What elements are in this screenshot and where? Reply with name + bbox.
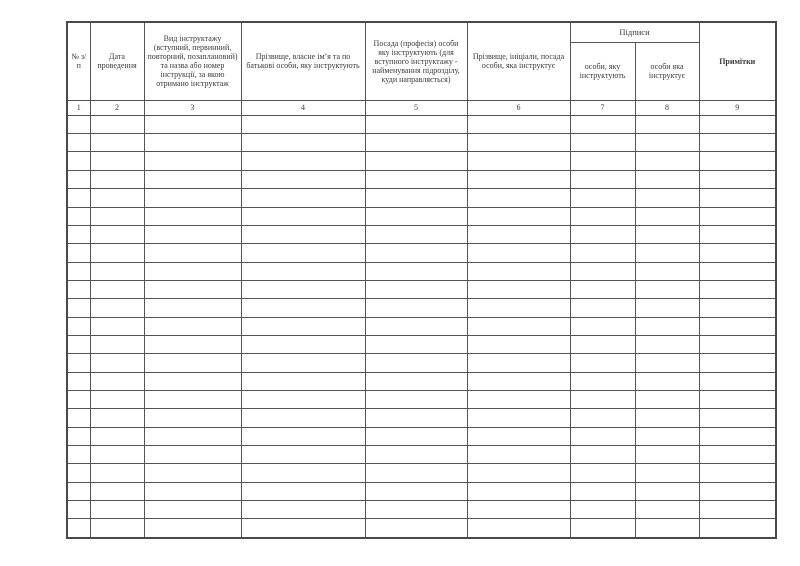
journal-entry-cell[interactable] bbox=[467, 170, 570, 188]
journal-entry-row bbox=[67, 207, 776, 225]
journal-entry-cell[interactable] bbox=[467, 152, 570, 170]
journal-entry-cell[interactable] bbox=[67, 372, 90, 390]
journal-entry-cell[interactable] bbox=[144, 225, 241, 243]
journal-entry-cell[interactable] bbox=[365, 409, 467, 427]
journal-entry-cell[interactable] bbox=[67, 280, 90, 298]
journal-entry-cell[interactable] bbox=[365, 390, 467, 408]
journal-entry-cell[interactable] bbox=[241, 390, 365, 408]
journal-entry-cell[interactable] bbox=[570, 372, 635, 390]
journal-entry-cell[interactable] bbox=[570, 170, 635, 188]
journal-entry-cell[interactable] bbox=[699, 189, 776, 207]
journal-entry-cell[interactable] bbox=[467, 519, 570, 538]
journal-entry-row bbox=[67, 445, 776, 463]
journal-entry-cell[interactable] bbox=[570, 225, 635, 243]
header-number: № з/п bbox=[67, 22, 90, 100]
journal-entry-cell[interactable] bbox=[635, 170, 699, 188]
journal-entry-cell[interactable] bbox=[467, 501, 570, 519]
journal-entry-cell[interactable] bbox=[90, 170, 144, 188]
journal-entry-cell[interactable] bbox=[241, 317, 365, 335]
journal-entry-row bbox=[67, 372, 776, 390]
journal-entry-cell[interactable] bbox=[67, 317, 90, 335]
journal-entry-cell[interactable] bbox=[699, 207, 776, 225]
journal-entry-cell[interactable] bbox=[635, 501, 699, 519]
journal-entry-row bbox=[67, 427, 776, 445]
journal-entry-cell[interactable] bbox=[241, 134, 365, 152]
journal-entry-cell[interactable] bbox=[365, 115, 467, 133]
journal-entry-cell[interactable] bbox=[570, 409, 635, 427]
journal-entry-cell[interactable] bbox=[635, 189, 699, 207]
journal-entry-cell[interactable] bbox=[90, 464, 144, 482]
journal-entry-cell[interactable] bbox=[699, 501, 776, 519]
journal-entry-cell[interactable] bbox=[635, 354, 699, 372]
journal-entry-row bbox=[67, 152, 776, 170]
column-number: 8 bbox=[635, 100, 699, 115]
journal-entry-cell[interactable] bbox=[365, 482, 467, 500]
journal-entry-cell[interactable] bbox=[467, 464, 570, 482]
journal-entry-cell[interactable] bbox=[570, 262, 635, 280]
journal-entry-cell[interactable] bbox=[144, 519, 241, 538]
journal-entry-cell[interactable] bbox=[635, 225, 699, 243]
journal-entry-cell[interactable] bbox=[699, 170, 776, 188]
journal-entry-cell[interactable] bbox=[635, 464, 699, 482]
header-trainee-signature: особи, яку інструктують bbox=[570, 42, 635, 100]
journal-entry-cell[interactable] bbox=[570, 519, 635, 538]
journal-entry-cell[interactable] bbox=[635, 335, 699, 353]
journal-entry-cell[interactable] bbox=[635, 482, 699, 500]
journal-entry-cell[interactable] bbox=[467, 207, 570, 225]
journal-entry-cell[interactable] bbox=[144, 445, 241, 463]
journal-entry-cell[interactable] bbox=[241, 519, 365, 538]
journal-entry-cell[interactable] bbox=[241, 501, 365, 519]
journal-entry-cell[interactable] bbox=[365, 317, 467, 335]
journal-entry-cell[interactable] bbox=[241, 115, 365, 133]
journal-entry-cell[interactable] bbox=[570, 207, 635, 225]
journal-entry-cell[interactable] bbox=[635, 409, 699, 427]
journal-entry-cell[interactable] bbox=[241, 372, 365, 390]
journal-entry-cell[interactable] bbox=[241, 189, 365, 207]
journal-entry-cell[interactable] bbox=[365, 354, 467, 372]
journal-entry-cell[interactable] bbox=[570, 299, 635, 317]
journal-entry-cell[interactable] bbox=[570, 501, 635, 519]
instruction-journal-table bbox=[66, 21, 777, 539]
journal-body bbox=[67, 100, 776, 538]
journal-entry-cell[interactable] bbox=[67, 170, 90, 188]
journal-entry-cell[interactable] bbox=[90, 519, 144, 538]
journal-entry-row bbox=[67, 262, 776, 280]
journal-entry-row bbox=[67, 354, 776, 372]
journal-entry-cell[interactable] bbox=[67, 354, 90, 372]
journal-entry-cell[interactable] bbox=[90, 317, 144, 335]
journal-entry-cell[interactable] bbox=[241, 354, 365, 372]
header-trainee-position: Посада (професія) особи яку інструктують (для вступного інструктажу - найменування підрозділу, куди направляється) bbox=[365, 22, 467, 100]
journal-entry-cell[interactable] bbox=[90, 372, 144, 390]
journal-entry-cell[interactable] bbox=[90, 244, 144, 262]
journal-entry-cell[interactable] bbox=[365, 207, 467, 225]
journal-entry-cell[interactable] bbox=[365, 189, 467, 207]
journal-entry-cell[interactable] bbox=[699, 262, 776, 280]
journal-entry-cell[interactable] bbox=[144, 501, 241, 519]
journal-entry-cell[interactable] bbox=[635, 244, 699, 262]
journal-entry-cell[interactable] bbox=[635, 115, 699, 133]
journal-entry-cell[interactable] bbox=[570, 152, 635, 170]
journal-entry-cell[interactable] bbox=[699, 519, 776, 538]
journal-entry-cell[interactable] bbox=[241, 409, 365, 427]
journal-entry-cell[interactable] bbox=[699, 152, 776, 170]
header-instructor-signature: особи яка інструктує bbox=[635, 42, 699, 100]
journal-entry-row bbox=[67, 317, 776, 335]
journal-entry-cell[interactable] bbox=[699, 280, 776, 298]
journal-entry-cell[interactable] bbox=[90, 409, 144, 427]
journal-entry-cell[interactable] bbox=[144, 317, 241, 335]
journal-entry-cell[interactable] bbox=[90, 152, 144, 170]
journal-entry-cell[interactable] bbox=[67, 464, 90, 482]
journal-entry-cell[interactable] bbox=[241, 244, 365, 262]
column-number: 5 bbox=[365, 100, 467, 115]
journal-entry-cell[interactable] bbox=[67, 335, 90, 353]
column-number: 6 bbox=[467, 100, 570, 115]
journal-entry-cell[interactable] bbox=[467, 262, 570, 280]
column-number: 1 bbox=[67, 100, 90, 115]
journal-entry-cell[interactable] bbox=[90, 207, 144, 225]
journal-entry-cell[interactable] bbox=[365, 372, 467, 390]
journal-entry-cell[interactable] bbox=[67, 409, 90, 427]
journal-entry-cell[interactable] bbox=[699, 427, 776, 445]
journal-entry-cell[interactable] bbox=[241, 152, 365, 170]
journal-entry-cell[interactable] bbox=[144, 482, 241, 500]
journal-entry-cell[interactable] bbox=[699, 372, 776, 390]
journal-entry-cell[interactable] bbox=[635, 445, 699, 463]
journal-entry-row bbox=[67, 280, 776, 298]
journal-entry-cell[interactable] bbox=[241, 427, 365, 445]
journal-entry-cell[interactable] bbox=[67, 262, 90, 280]
column-number: 2 bbox=[90, 100, 144, 115]
journal-entry-cell[interactable] bbox=[67, 152, 90, 170]
journal-entry-cell[interactable] bbox=[570, 354, 635, 372]
journal-entry-cell[interactable] bbox=[570, 317, 635, 335]
journal-entry-cell[interactable] bbox=[67, 519, 90, 538]
journal-entry-row bbox=[67, 299, 776, 317]
journal-entry-cell[interactable] bbox=[144, 115, 241, 133]
journal-entry-cell[interactable] bbox=[241, 464, 365, 482]
journal-entry-cell[interactable] bbox=[635, 317, 699, 335]
column-number: 3 bbox=[144, 100, 241, 115]
journal-entry-cell[interactable] bbox=[241, 280, 365, 298]
journal-entry-cell[interactable] bbox=[144, 409, 241, 427]
journal-entry-cell[interactable] bbox=[467, 317, 570, 335]
journal-entry-cell[interactable] bbox=[699, 482, 776, 500]
journal-entry-cell[interactable] bbox=[570, 134, 635, 152]
journal-entry-cell[interactable] bbox=[144, 354, 241, 372]
journal-entry-cell[interactable] bbox=[365, 170, 467, 188]
journal-entry-cell[interactable] bbox=[365, 244, 467, 262]
journal-entry-cell[interactable] bbox=[365, 501, 467, 519]
journal-entry-cell[interactable] bbox=[365, 464, 467, 482]
journal-entry-row bbox=[67, 225, 776, 243]
journal-entry-cell[interactable] bbox=[90, 262, 144, 280]
journal-entry-cell[interactable] bbox=[467, 115, 570, 133]
journal-entry-cell[interactable] bbox=[467, 409, 570, 427]
header-date: Дата проведення bbox=[90, 22, 144, 100]
journal-entry-cell[interactable] bbox=[241, 299, 365, 317]
journal-entry-cell[interactable] bbox=[635, 299, 699, 317]
journal-entry-cell[interactable] bbox=[90, 335, 144, 353]
journal-entry-cell[interactable] bbox=[467, 134, 570, 152]
journal-entry-cell[interactable] bbox=[144, 134, 241, 152]
journal-entry-cell[interactable] bbox=[467, 372, 570, 390]
journal-entry-cell[interactable] bbox=[365, 445, 467, 463]
journal-entry-cell[interactable] bbox=[467, 189, 570, 207]
journal-entry-cell[interactable] bbox=[67, 390, 90, 408]
journal-entry-cell[interactable] bbox=[90, 445, 144, 463]
journal-entry-cell[interactable] bbox=[365, 299, 467, 317]
journal-entry-row bbox=[67, 409, 776, 427]
journal-entry-row bbox=[67, 390, 776, 408]
journal-entry-cell[interactable] bbox=[570, 464, 635, 482]
journal-entry-cell[interactable] bbox=[90, 134, 144, 152]
header-instructor: Прізвище, ініціали, посада особи, яка інструктує bbox=[467, 22, 570, 100]
journal-entry-cell[interactable] bbox=[144, 152, 241, 170]
journal-entry-cell[interactable] bbox=[699, 409, 776, 427]
journal-entry-cell[interactable] bbox=[144, 390, 241, 408]
journal-entry-cell[interactable] bbox=[67, 445, 90, 463]
journal-entry-row bbox=[67, 464, 776, 482]
journal-entry-cell[interactable] bbox=[365, 335, 467, 353]
journal-entry-cell[interactable] bbox=[699, 445, 776, 463]
journal-entry-cell[interactable] bbox=[144, 244, 241, 262]
journal-entry-cell[interactable] bbox=[699, 464, 776, 482]
instruction-journal-sheet bbox=[66, 21, 775, 539]
journal-entry-cell[interactable] bbox=[241, 170, 365, 188]
header-instruction-type: Вид інструктажу (вступний, первинний, повторний, позаплановий) та назва або номер інструкції, за якою отримано інструктаж bbox=[144, 22, 241, 100]
journal-entry-cell[interactable] bbox=[365, 134, 467, 152]
journal-entry-cell[interactable] bbox=[67, 115, 90, 133]
journal-entry-row bbox=[67, 519, 776, 538]
journal-entry-cell[interactable] bbox=[570, 482, 635, 500]
journal-entry-cell[interactable] bbox=[699, 354, 776, 372]
journal-entry-cell[interactable] bbox=[90, 354, 144, 372]
journal-entry-cell[interactable] bbox=[570, 189, 635, 207]
journal-entry-cell[interactable] bbox=[90, 390, 144, 408]
journal-entry-cell[interactable] bbox=[467, 427, 570, 445]
journal-entry-cell[interactable] bbox=[365, 262, 467, 280]
journal-entry-cell[interactable] bbox=[699, 225, 776, 243]
journal-entry-cell[interactable] bbox=[467, 335, 570, 353]
journal-entry-cell[interactable] bbox=[570, 427, 635, 445]
journal-entry-cell[interactable] bbox=[241, 225, 365, 243]
journal-entry-cell[interactable] bbox=[635, 262, 699, 280]
journal-entry-row bbox=[67, 134, 776, 152]
journal-entry-cell[interactable] bbox=[635, 519, 699, 538]
journal-entry-row bbox=[67, 335, 776, 353]
journal-entry-cell[interactable] bbox=[144, 280, 241, 298]
journal-entry-cell[interactable] bbox=[90, 115, 144, 133]
journal-entry-cell[interactable] bbox=[67, 501, 90, 519]
journal-entry-cell[interactable] bbox=[144, 207, 241, 225]
journal-entry-cell[interactable] bbox=[144, 299, 241, 317]
journal-entry-cell[interactable] bbox=[144, 372, 241, 390]
journal-entry-row bbox=[67, 189, 776, 207]
journal-entry-cell[interactable] bbox=[241, 482, 365, 500]
journal-entry-cell[interactable] bbox=[699, 335, 776, 353]
journal-entry-cell[interactable] bbox=[699, 115, 776, 133]
journal-entry-cell[interactable] bbox=[67, 482, 90, 500]
header-trainee-name: Прізвище, власне ім’я та по батькові особи, яку інструктують bbox=[241, 22, 365, 100]
journal-entry-cell[interactable] bbox=[699, 299, 776, 317]
journal-entry-cell[interactable] bbox=[67, 189, 90, 207]
journal-entry-cell[interactable] bbox=[699, 134, 776, 152]
journal-entry-cell[interactable] bbox=[67, 225, 90, 243]
journal-entry-cell[interactable] bbox=[67, 299, 90, 317]
journal-entry-cell[interactable] bbox=[365, 225, 467, 243]
journal-entry-cell[interactable] bbox=[467, 482, 570, 500]
journal-entry-cell[interactable] bbox=[90, 482, 144, 500]
journal-entry-row bbox=[67, 170, 776, 188]
journal-entry-cell[interactable] bbox=[570, 244, 635, 262]
journal-entry-cell[interactable] bbox=[635, 207, 699, 225]
journal-entry-cell[interactable] bbox=[467, 280, 570, 298]
journal-entry-cell[interactable] bbox=[365, 280, 467, 298]
journal-entry-cell[interactable] bbox=[144, 335, 241, 353]
journal-entry-cell[interactable] bbox=[144, 262, 241, 280]
journal-entry-cell[interactable] bbox=[90, 427, 144, 445]
journal-entry-cell[interactable] bbox=[90, 299, 144, 317]
journal-entry-cell[interactable] bbox=[90, 280, 144, 298]
journal-entry-cell[interactable] bbox=[144, 464, 241, 482]
journal-entry-cell[interactable] bbox=[67, 207, 90, 225]
journal-entry-cell[interactable] bbox=[90, 225, 144, 243]
journal-entry-cell[interactable] bbox=[699, 244, 776, 262]
journal-entry-cell[interactable] bbox=[467, 354, 570, 372]
journal-entry-cell[interactable] bbox=[241, 445, 365, 463]
header-signatures: Підписи bbox=[570, 22, 699, 42]
journal-entry-cell[interactable] bbox=[67, 427, 90, 445]
journal-entry-cell[interactable] bbox=[67, 244, 90, 262]
journal-entry-cell[interactable] bbox=[90, 189, 144, 207]
journal-entry-cell[interactable] bbox=[467, 225, 570, 243]
journal-entry-cell[interactable] bbox=[570, 335, 635, 353]
header-notes: Примітки bbox=[699, 22, 776, 100]
journal-entry-cell[interactable] bbox=[144, 427, 241, 445]
journal-entry-cell[interactable] bbox=[635, 134, 699, 152]
journal-entry-cell[interactable] bbox=[365, 152, 467, 170]
journal-entry-cell[interactable] bbox=[467, 244, 570, 262]
journal-entry-cell[interactable] bbox=[241, 335, 365, 353]
column-number-row bbox=[67, 100, 776, 115]
column-number: 4 bbox=[241, 100, 365, 115]
journal-entry-cell[interactable] bbox=[635, 280, 699, 298]
journal-entry-cell[interactable] bbox=[241, 207, 365, 225]
journal-entry-cell[interactable] bbox=[699, 390, 776, 408]
journal-entry-cell[interactable] bbox=[570, 390, 635, 408]
journal-entry-cell[interactable] bbox=[635, 372, 699, 390]
journal-entry-cell[interactable] bbox=[570, 115, 635, 133]
journal-entry-cell[interactable] bbox=[365, 519, 467, 538]
column-number: 9 bbox=[699, 100, 776, 115]
journal-entry-cell[interactable] bbox=[241, 262, 365, 280]
column-number: 7 bbox=[570, 100, 635, 115]
journal-entry-cell[interactable] bbox=[90, 501, 144, 519]
journal-entry-row bbox=[67, 244, 776, 262]
journal-entry-cell[interactable] bbox=[467, 390, 570, 408]
journal-entry-cell[interactable] bbox=[67, 134, 90, 152]
journal-entry-cell[interactable] bbox=[570, 445, 635, 463]
journal-entry-cell[interactable] bbox=[144, 189, 241, 207]
journal-entry-cell[interactable] bbox=[467, 299, 570, 317]
journal-entry-cell[interactable] bbox=[699, 317, 776, 335]
journal-entry-row bbox=[67, 482, 776, 500]
journal-entry-cell[interactable] bbox=[635, 390, 699, 408]
journal-entry-cell[interactable] bbox=[635, 427, 699, 445]
journal-entry-cell[interactable] bbox=[570, 280, 635, 298]
journal-entry-row bbox=[67, 115, 776, 133]
journal-entry-cell[interactable] bbox=[635, 152, 699, 170]
journal-entry-cell[interactable] bbox=[467, 445, 570, 463]
journal-entry-row bbox=[67, 501, 776, 519]
journal-entry-cell[interactable] bbox=[365, 427, 467, 445]
journal-entry-cell[interactable] bbox=[144, 170, 241, 188]
